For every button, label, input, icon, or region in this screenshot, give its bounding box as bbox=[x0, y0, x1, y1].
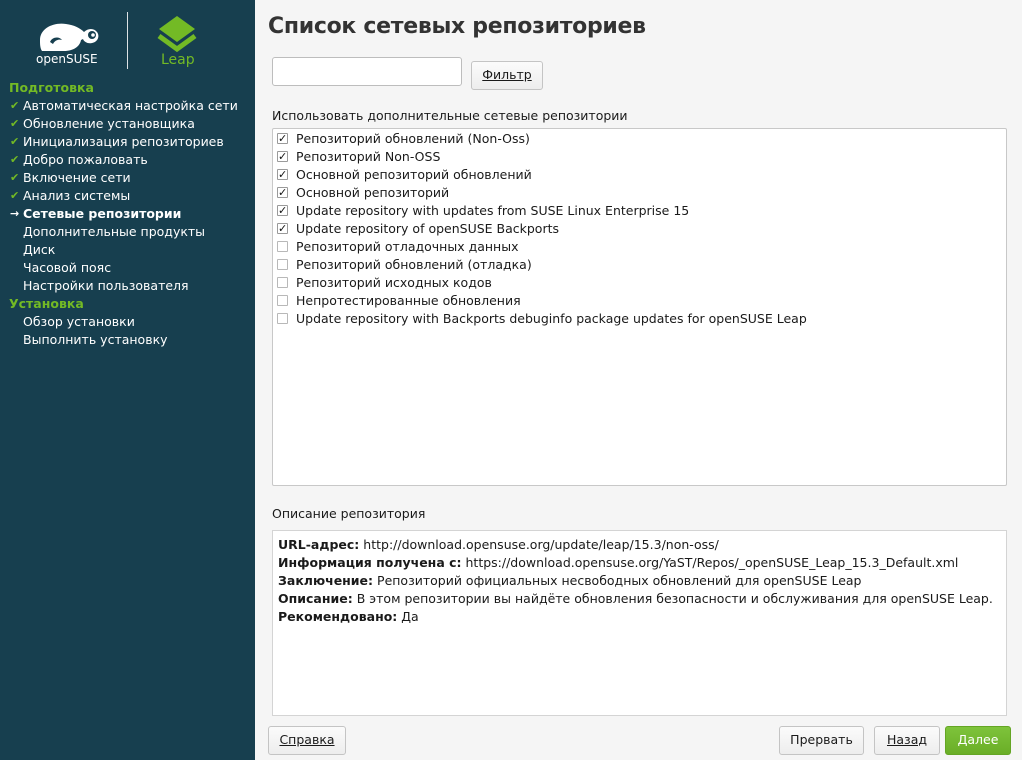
description-key: Заключение: bbox=[278, 573, 374, 588]
repository-checkbox[interactable] bbox=[277, 313, 288, 324]
opensuse-logo bbox=[34, 18, 106, 66]
checkmark-icon: ✔ bbox=[10, 171, 20, 184]
page-title: Список сетевых репозиториев bbox=[268, 14, 646, 39]
nav-item bbox=[0, 277, 255, 295]
description-key: Информация получена с: bbox=[278, 555, 462, 570]
nav-item-label: Диск bbox=[23, 242, 56, 257]
nav-section-title: Подготовка bbox=[9, 80, 94, 95]
abort-button[interactable] bbox=[779, 726, 864, 755]
repository-checkbox[interactable]: ✓ bbox=[278, 168, 288, 181]
nav-item bbox=[0, 223, 255, 241]
use-repos-label: Использовать дополнительные сетевые репозитории bbox=[272, 108, 628, 123]
nav-item-label: Выполнить установку bbox=[23, 332, 168, 347]
logo-separator bbox=[127, 12, 128, 69]
next-button[interactable] bbox=[945, 726, 1011, 755]
leap-logo bbox=[155, 14, 199, 68]
repository-list[interactable] bbox=[272, 128, 1007, 486]
install-steps-nav bbox=[0, 79, 255, 349]
repository-checkbox[interactable]: ✓ bbox=[278, 204, 288, 217]
checkmark-icon: ✔ bbox=[10, 135, 20, 148]
nav-item-label: Анализ системы bbox=[23, 188, 131, 203]
nav-item-label: Дополнительные продукты bbox=[23, 224, 206, 239]
description-line bbox=[278, 590, 1001, 608]
back-button[interactable] bbox=[874, 726, 940, 755]
filter-button[interactable] bbox=[471, 61, 543, 90]
nav-item bbox=[0, 151, 255, 169]
nav-item-label: Включение сети bbox=[23, 170, 131, 185]
repository-checkbox[interactable] bbox=[277, 295, 288, 306]
abort-button-label: Прервать bbox=[790, 732, 853, 747]
help-button[interactable] bbox=[268, 726, 346, 755]
checkmark-icon: ✔ bbox=[10, 99, 20, 112]
repository-label: Репозиторий исходных кодов bbox=[296, 275, 492, 290]
description-key: Описание: bbox=[278, 591, 353, 606]
description-line bbox=[278, 536, 1001, 554]
nav-item-label: Добро пожаловать bbox=[23, 152, 148, 167]
nav-section-title: Установка bbox=[9, 296, 84, 311]
help-button-label: Справка bbox=[279, 732, 335, 747]
description-line bbox=[278, 572, 1001, 590]
repository-label: Update repository with updates from SUSE Linux Enterprise 15 bbox=[296, 203, 690, 218]
nav-item-label: Автоматическая настройка сети bbox=[23, 98, 238, 113]
nav-item bbox=[0, 331, 255, 349]
repository-label: Репозиторий Non-OSS bbox=[296, 149, 441, 164]
back-button-label: Назад bbox=[886, 732, 927, 747]
nav-item bbox=[0, 313, 255, 331]
nav-item bbox=[0, 187, 255, 205]
leap-logo-text: Leap bbox=[161, 52, 195, 68]
filter-input[interactable] bbox=[272, 57, 462, 86]
description-key: URL-адрес: bbox=[278, 537, 360, 552]
nav-item bbox=[0, 259, 255, 277]
opensuse-logo-text: openSUSE bbox=[36, 52, 98, 66]
description-label: Описание репозитория bbox=[272, 506, 426, 521]
nav-item bbox=[0, 241, 255, 259]
repository-checkbox[interactable] bbox=[277, 259, 288, 270]
nav-item-label: Обновление установщика bbox=[23, 116, 195, 131]
nav-item bbox=[0, 115, 255, 133]
description-value: http://download.opensuse.org/update/leap/15.3/non-oss/ bbox=[363, 537, 719, 552]
arrow-right-icon: → bbox=[10, 207, 20, 220]
repository-label: Репозиторий обновлений (Non-Oss) bbox=[296, 131, 530, 146]
nav-item-label: Настройки пользователя bbox=[23, 278, 189, 293]
checkmark-icon: ✔ bbox=[10, 189, 20, 202]
repository-checkbox[interactable]: ✓ bbox=[278, 132, 288, 145]
repository-description bbox=[272, 530, 1007, 716]
description-key: Рекомендовано: bbox=[278, 609, 398, 624]
repository-checkbox[interactable] bbox=[277, 277, 288, 288]
repository-label: Update repository with Backports debuginfo package updates for openSUSE Leap bbox=[296, 311, 807, 326]
repository-label: Основной репозиторий bbox=[296, 185, 450, 200]
description-value: Да bbox=[401, 609, 419, 624]
filter-button-label: Фильтр bbox=[482, 67, 532, 82]
checkmark-icon: ✔ bbox=[10, 117, 20, 130]
nav-item bbox=[0, 133, 255, 151]
next-button-label: Далее bbox=[957, 732, 999, 747]
repository-checkbox[interactable]: ✓ bbox=[278, 222, 288, 235]
description-value: https://download.opensuse.org/YaST/Repos/_openSUSE_Leap_15.3_Default.xml bbox=[465, 555, 959, 570]
logo-area bbox=[0, 0, 255, 80]
sidebar bbox=[0, 0, 255, 760]
description-line bbox=[278, 554, 1001, 572]
nav-item-label: Сетевые репозитории bbox=[23, 206, 182, 221]
nav-item-label: Обзор установки bbox=[23, 314, 135, 329]
description-value: В этом репозитории вы найдёте обновления безопасности и обслуживания для openSUSE Leap. bbox=[356, 591, 993, 606]
repository-checkbox[interactable]: ✓ bbox=[278, 150, 288, 163]
repository-label: Основной репозиторий обновлений bbox=[296, 167, 532, 182]
description-line bbox=[278, 608, 1001, 626]
nav-item-label: Инициализация репозиториев bbox=[23, 134, 224, 149]
repository-label: Репозиторий отладочных данных bbox=[296, 239, 519, 254]
description-value: Репозиторий официальных несвободных обновлений для openSUSE Leap bbox=[377, 573, 862, 588]
repository-label: Update repository of openSUSE Backports bbox=[296, 221, 560, 236]
checkmark-icon: ✔ bbox=[10, 153, 20, 166]
repository-checkbox[interactable]: ✓ bbox=[278, 186, 288, 199]
repository-checkbox[interactable] bbox=[277, 241, 288, 252]
nav-item bbox=[0, 97, 255, 115]
repository-label: Непротестированные обновления bbox=[296, 293, 521, 308]
nav-item-label: Часовой пояс bbox=[23, 260, 112, 275]
nav-item bbox=[0, 205, 255, 223]
repository-label: Репозиторий обновлений (отладка) bbox=[296, 257, 532, 272]
nav-item bbox=[0, 169, 255, 187]
